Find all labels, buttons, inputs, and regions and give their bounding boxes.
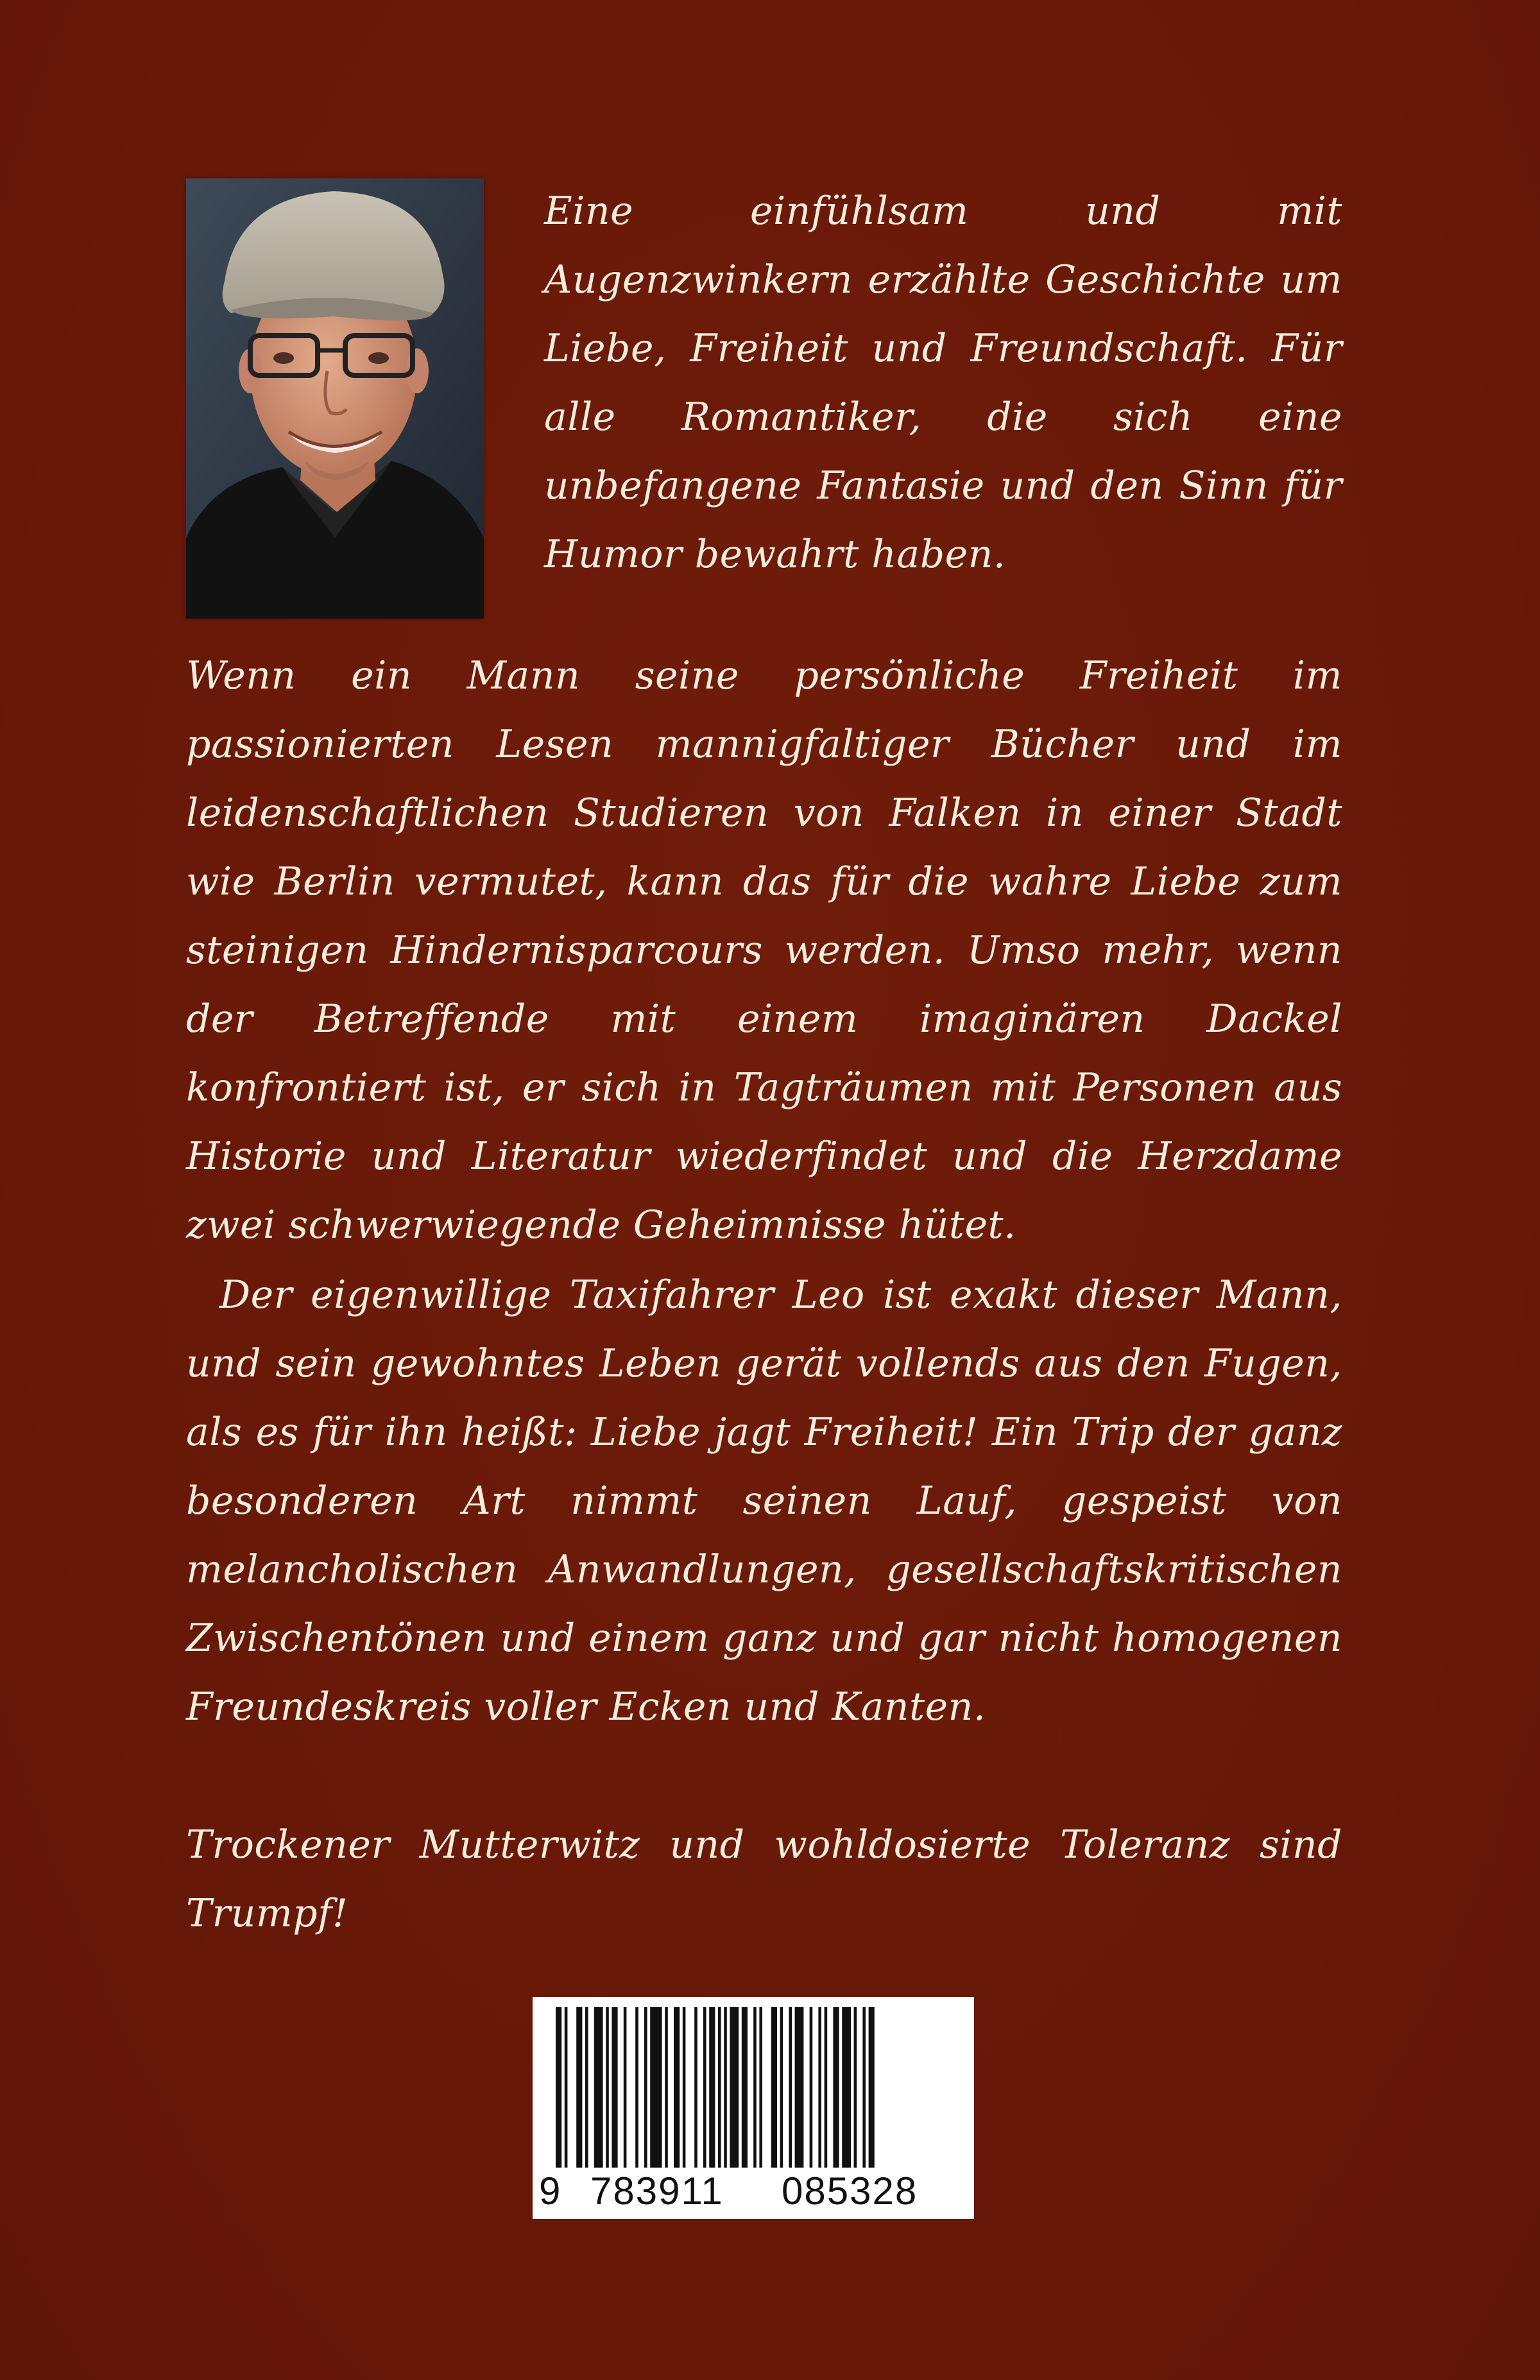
barcode-bar: [810, 2007, 813, 2168]
barcode-bar: [789, 2007, 792, 2168]
isbn-number: [533, 2169, 974, 2214]
barcode-bar: [742, 2007, 748, 2168]
barcode-bar: [818, 2007, 821, 2168]
synopsis-paragraph-2: Der eigenwillige Taxifahrer Leo ist exakt dieser Mann, und sein gewohntes Leben gerät vollends aus den Fugen, als es für ihn heißt: Liebe jagt Freiheit! Ein Trip der ganz besonderen Art nimmt seinen Lauf, gespeist von melancholischen Anwandlungen, gesellschaftskritischen Zwischentönen und einem ganz und gar nicht homogenen Freundeskreis voller Ecken und Kanten.: [186, 1272, 1342, 1729]
barcode-bar: [718, 2007, 721, 2168]
author-photo: [186, 178, 484, 619]
barcode-bar: [606, 2007, 609, 2168]
barcode-bar: [556, 2007, 561, 2168]
barcode-bar: [624, 2007, 627, 2168]
barcode-bar: [674, 2007, 680, 2168]
barcode-bar: [795, 2007, 804, 2168]
barcode-bar: [709, 2007, 715, 2168]
barcode-bar: [730, 2007, 739, 2168]
barcode-bar: [594, 2007, 603, 2168]
barcode-bar: [833, 2007, 839, 2168]
barcode-bar: [771, 2007, 777, 2168]
barcode-bar: [869, 2007, 875, 2168]
isbn-digit-first: 9: [539, 2170, 562, 2213]
barcode-bar: [759, 2007, 762, 2168]
barcode-bar: [842, 2007, 851, 2168]
intro-blurb: Eine einfühlsam und mit Augenzwinkern erzählte Geschichte um Liebe, Freiheit und Freundschaft. Für alle Romantiker, die sich eine unbefangene Fantasie und den Sinn für Humor bewahrt haben.: [544, 189, 1342, 577]
author-portrait-image: [186, 178, 484, 619]
isbn-barcode: [533, 1997, 974, 2219]
barcode-bar: [753, 2007, 757, 2168]
barcode-bar: [644, 2007, 647, 2168]
barcode-bar: [780, 2007, 783, 2168]
barcode-bar: [862, 2007, 866, 2168]
barcode-bar: [576, 2007, 582, 2168]
barcode-bar: [683, 2007, 686, 2168]
synopsis-paragraph-1: Wenn ein Mann seine persönliche Freiheit im passionierten Lesen mannigfaltiger Bücher und im leidenschaftlichen Studieren von Falken in einer Stadt wie Berlin vermutet, kann das für die wahre Liebe zum steinigen Hindernisparcours werden. Umso mehr, wenn der Betreffende mit einem imaginären Dackel konfrontiert ist, er sich in Tagträumen mit Personen aus Historie und Literatur wiederfindet und die Herzdame zwei schwerwiegende Geheimnisse hütet.: [186, 653, 1342, 1247]
barcode-bar: [703, 2007, 706, 2168]
barcode-bar: [825, 2007, 828, 2168]
barcode-bars: [533, 1997, 974, 2170]
barcode-bar: [694, 2007, 697, 2168]
barcode-bar: [665, 2007, 668, 2168]
barcode-bar: [565, 2007, 568, 2168]
barcode-bar: [724, 2007, 727, 2168]
barcode-bar: [854, 2007, 857, 2168]
barcode-bar: [585, 2007, 588, 2168]
tagline: Trockener Mutterwitz und wohldosierte Toleranz sind Trumpf!: [186, 1822, 1342, 1936]
barcode-bar: [650, 2007, 662, 2168]
isbn-digits-left: 783911: [590, 2170, 724, 2213]
isbn-digits-right: 085328: [782, 2170, 918, 2213]
barcode-bar: [635, 2007, 638, 2168]
barcode-bar: [612, 2007, 617, 2168]
